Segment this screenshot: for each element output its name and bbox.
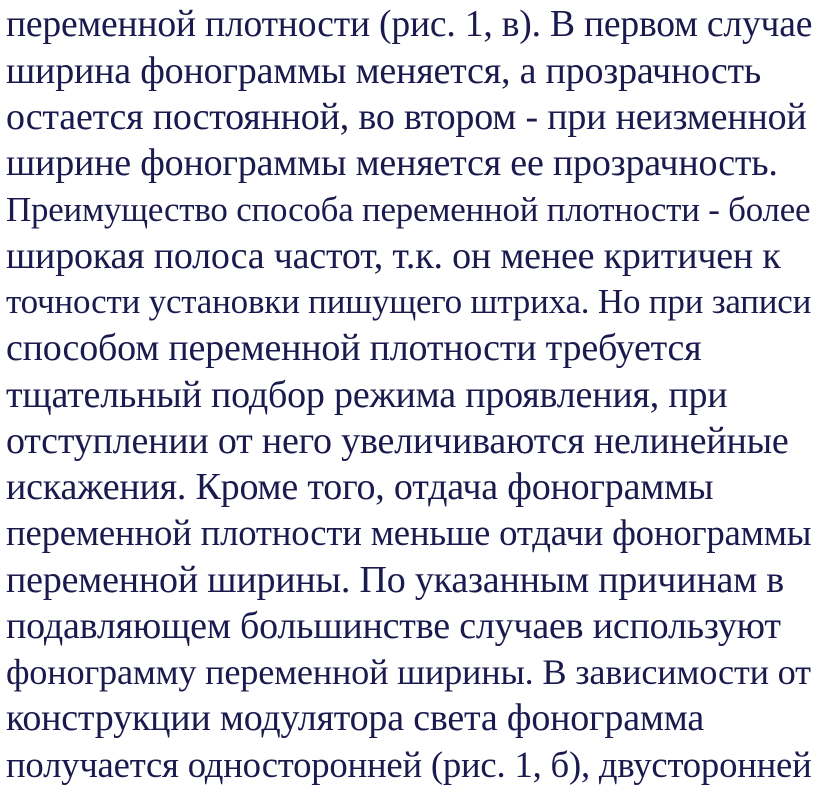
text-line: искажения. Кроме того, отдача фонограммы: [6, 466, 714, 508]
text-line: конструкции модулятора света фонограмма: [6, 697, 705, 739]
text-line: Преимущество способа переменной плотности - более: [6, 190, 811, 229]
text-line: переменной ширины. По указанным причинам в: [6, 559, 785, 601]
text-line: способом переменной плотности требуется: [6, 327, 702, 369]
text-line: широкая полоса частот, т.к. он менее критичен к: [6, 235, 781, 277]
text-line: тщательный подбор режима проявления, при: [6, 374, 728, 416]
text-line: фонограмму переменной ширины. В зависимости от: [6, 652, 811, 692]
text-line: переменной плотности меньше отдачи фонограммы: [6, 512, 812, 553]
text-line: переменной плотности (рис. 1, в). В первом случае: [6, 4, 812, 45]
text-line: остается постоянной, во втором - при неизменной: [6, 96, 807, 138]
text-line: подавляющем большинстве случаев используют: [6, 605, 781, 647]
document-page: [6, 0, 812, 803]
text-line: ширине фонограммы меняется ее прозрачность.: [6, 142, 778, 184]
text-line: точности установки пишущего штриха. Но при записи: [6, 282, 812, 321]
text-line: отступлении от него увеличиваются нелинейные: [6, 420, 789, 462]
text-line: ширина фонограммы меняется, а прозрачность: [6, 50, 762, 92]
text-line: получается односторонней (рис. 1, б), двусторонней: [6, 744, 812, 785]
